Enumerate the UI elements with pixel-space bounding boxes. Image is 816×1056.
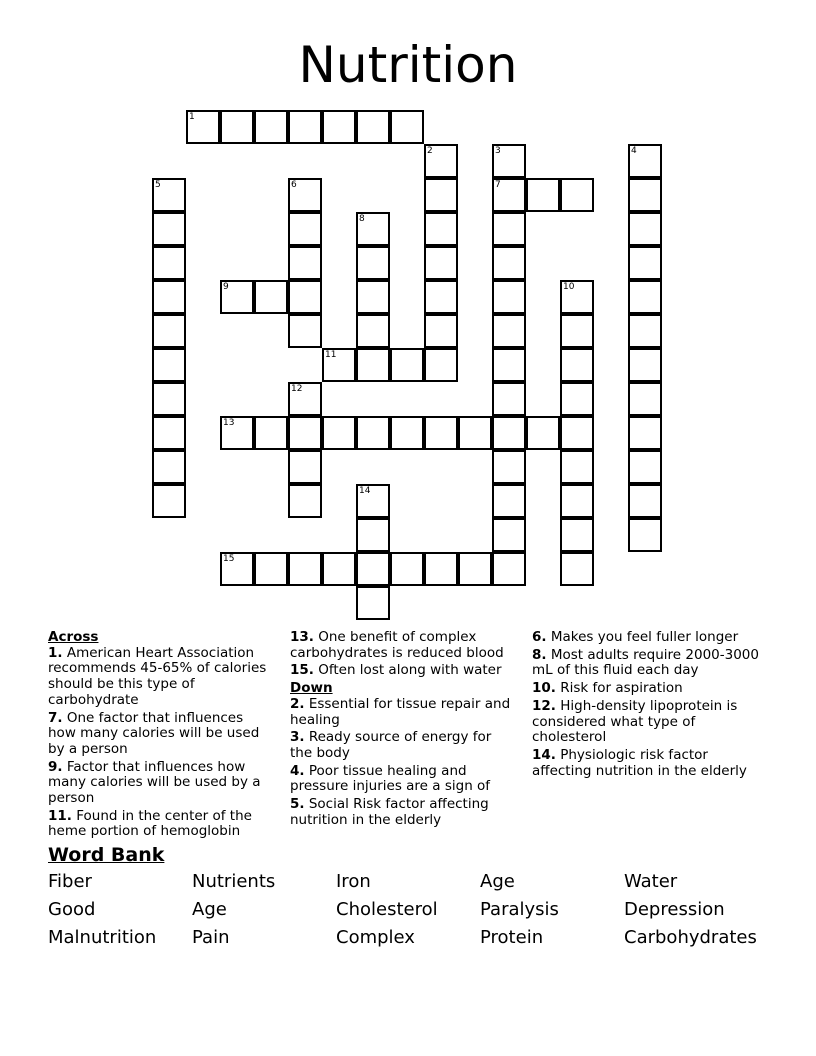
- grid-cell[interactable]: [492, 314, 526, 348]
- clue-across-11: 11. Found in the center of the heme portion of hemoglobin: [48, 807, 252, 840]
- grid-cell[interactable]: [356, 552, 390, 586]
- grid-cell[interactable]: [152, 212, 186, 246]
- grid-cell[interactable]: [560, 416, 594, 450]
- grid-cell[interactable]: [628, 518, 662, 552]
- word-bank-item: Water: [624, 871, 678, 892]
- grid-cell[interactable]: [526, 416, 560, 450]
- grid-cell[interactable]: [424, 212, 458, 246]
- word-bank: [48, 872, 768, 948]
- grid-cell[interactable]: [356, 280, 390, 314]
- grid-cell[interactable]: [560, 518, 594, 552]
- grid-cell[interactable]: [526, 178, 560, 212]
- clue-down-5: 5. Social Risk factor affecting nutrition in the elderly: [290, 796, 489, 828]
- grid-cell[interactable]: [356, 246, 390, 280]
- grid-cell[interactable]: [152, 314, 186, 348]
- grid-cell[interactable]: [628, 416, 662, 450]
- grid-cell[interactable]: [220, 280, 254, 314]
- grid-cell[interactable]: [152, 178, 186, 212]
- grid-cell[interactable]: [288, 178, 322, 212]
- grid-cell[interactable]: [424, 178, 458, 212]
- down-heading: Down: [290, 680, 333, 697]
- grid-cell[interactable]: [254, 552, 288, 586]
- puzzle-title: Nutrition: [298, 36, 518, 94]
- grid-cell[interactable]: [152, 280, 186, 314]
- grid-cell[interactable]: [492, 246, 526, 280]
- grid-cell[interactable]: [356, 416, 390, 450]
- grid-cell[interactable]: [288, 382, 322, 416]
- word-bank-item: Pain: [192, 927, 230, 948]
- grid-cell[interactable]: [288, 110, 322, 144]
- grid-cell[interactable]: [152, 348, 186, 382]
- grid-cell[interactable]: [186, 110, 220, 144]
- word-bank-item: Malnutrition: [48, 927, 157, 948]
- grid-cell[interactable]: [560, 280, 594, 314]
- grid-cell[interactable]: [254, 110, 288, 144]
- grid-cell[interactable]: [492, 416, 526, 450]
- grid-cell[interactable]: [288, 416, 322, 450]
- grid-cell[interactable]: [288, 484, 322, 518]
- clue-down-2: 2. Essential for tissue repair and healing: [290, 695, 511, 728]
- word-bank-item: Iron: [336, 871, 371, 892]
- grid-cell[interactable]: [492, 552, 526, 586]
- clues-column-3: [532, 630, 768, 781]
- grid-cell[interactable]: [356, 518, 390, 552]
- clue-number: 12: [291, 384, 303, 394]
- grid-cell[interactable]: [220, 552, 254, 586]
- grid-cell[interactable]: [628, 484, 662, 518]
- word-bank-item: Paralysis: [480, 899, 559, 920]
- grid-cell[interactable]: [152, 450, 186, 484]
- clue-number: 1: [189, 112, 195, 122]
- grid-cell[interactable]: [628, 246, 662, 280]
- grid-cell[interactable]: [322, 110, 356, 144]
- grid-cell[interactable]: [492, 484, 526, 518]
- clue-across-1: 1. American Heart Association recommends 45-65% of calories should be this type of carbohydrate: [48, 644, 267, 708]
- clues-column-1: [48, 630, 274, 842]
- clue-number: 2: [427, 146, 433, 156]
- grid-cell[interactable]: [424, 416, 458, 450]
- clue-number: 5: [155, 180, 161, 190]
- grid-cell[interactable]: [322, 552, 356, 586]
- clue-number: 14: [359, 486, 371, 496]
- grid-cell[interactable]: [560, 450, 594, 484]
- grid-cell[interactable]: [492, 212, 526, 246]
- grid-cell[interactable]: [424, 280, 458, 314]
- grid-cell[interactable]: [458, 552, 492, 586]
- grid-cell[interactable]: [492, 518, 526, 552]
- grid-cell[interactable]: [390, 416, 424, 450]
- word-bank-item: Protein: [480, 927, 544, 948]
- clue-down-14: 14. Physiologic risk factor affecting nutrition in the elderly: [532, 746, 747, 779]
- grid-cell[interactable]: [560, 552, 594, 586]
- word-bank-item: Age: [192, 899, 227, 920]
- clue-down-12: 12. High-density lipoprotein is considered what type of cholesterol: [532, 697, 738, 746]
- grid-cell[interactable]: [322, 348, 356, 382]
- clue-number: 11: [325, 350, 337, 360]
- clue-number: 10: [563, 282, 575, 292]
- grid-cell[interactable]: [254, 416, 288, 450]
- grid-cell[interactable]: [390, 110, 424, 144]
- clue-number: 15: [223, 554, 235, 564]
- grid-cell[interactable]: [628, 314, 662, 348]
- grid-cell[interactable]: [152, 416, 186, 450]
- word-bank-item: Good: [48, 899, 96, 920]
- grid-cell[interactable]: [492, 280, 526, 314]
- word-bank-item: Age: [480, 871, 515, 892]
- grid-cell[interactable]: [628, 450, 662, 484]
- clue-number: 7: [495, 180, 501, 190]
- grid-cell[interactable]: [628, 178, 662, 212]
- grid-cell[interactable]: [356, 314, 390, 348]
- clue-down-6: 6. Makes you feel fuller longer: [532, 629, 739, 645]
- word-bank-item: Cholesterol: [336, 899, 438, 920]
- grid-cell[interactable]: [560, 382, 594, 416]
- grid-cell[interactable]: [356, 484, 390, 518]
- grid-cell[interactable]: [356, 110, 390, 144]
- grid-cell[interactable]: [560, 484, 594, 518]
- grid-cell[interactable]: [288, 246, 322, 280]
- grid-cell[interactable]: [424, 552, 458, 586]
- grid-cell[interactable]: [390, 348, 424, 382]
- grid-cell[interactable]: [220, 110, 254, 144]
- grid-cell[interactable]: [492, 382, 526, 416]
- grid-cell[interactable]: [356, 212, 390, 246]
- word-bank-item: Complex: [336, 927, 415, 948]
- grid-cell[interactable]: [424, 348, 458, 382]
- grid-cell[interactable]: [288, 450, 322, 484]
- word-bank-item: Carbohydrates: [624, 927, 757, 948]
- grid-cell[interactable]: [628, 348, 662, 382]
- grid-cell[interactable]: [288, 314, 322, 348]
- grid-cell[interactable]: [152, 246, 186, 280]
- grid-cell[interactable]: [322, 416, 356, 450]
- clue-number: 9: [223, 282, 229, 292]
- grid-cell[interactable]: [628, 280, 662, 314]
- clue-number: 13: [223, 418, 235, 428]
- grid-cell[interactable]: [628, 382, 662, 416]
- grid-cell[interactable]: [458, 416, 492, 450]
- clue-down-3: 3. Ready source of energy for the body: [290, 729, 492, 761]
- word-bank-item: Fiber: [48, 871, 92, 892]
- word-bank-item: Nutrients: [192, 871, 276, 892]
- grid-cell[interactable]: [288, 552, 322, 586]
- clue-down-10: 10. Risk for aspiration: [532, 680, 683, 697]
- clues-column-2: [290, 630, 516, 830]
- clue-down-4: 4. Poor tissue healing and pressure injuries are a sign of: [290, 762, 491, 795]
- clue-across-7: 7. One factor that influences how many calories will be used by a person: [48, 709, 260, 757]
- clue-across-13: 13. One benefit of complex carbohydrates is reduced blood: [290, 629, 504, 661]
- grid-cell[interactable]: [424, 314, 458, 348]
- grid-cell[interactable]: [390, 552, 424, 586]
- grid-cell[interactable]: [492, 348, 526, 382]
- grid-cell[interactable]: [424, 246, 458, 280]
- grid-cell[interactable]: [288, 212, 322, 246]
- grid-cell[interactable]: [628, 212, 662, 246]
- grid-cell[interactable]: [560, 178, 594, 212]
- grid-cell[interactable]: [288, 280, 322, 314]
- word-bank-title: Word Bank: [48, 844, 165, 866]
- grid-cell[interactable]: [492, 144, 526, 178]
- grid-cell[interactable]: [356, 586, 390, 620]
- clue-across-15: 15. Often lost along with water: [290, 662, 502, 679]
- clue-number: 3: [495, 146, 501, 156]
- grid-cell[interactable]: [560, 348, 594, 382]
- grid-cell[interactable]: [152, 484, 186, 518]
- clue-down-8: 8. Most adults require 2000-3000 mL of this fluid each day: [532, 646, 759, 679]
- grid-cell[interactable]: [492, 178, 526, 212]
- grid-cell[interactable]: [560, 314, 594, 348]
- clue-number: 4: [631, 146, 637, 156]
- grid-cell[interactable]: [492, 450, 526, 484]
- grid-cell[interactable]: [628, 144, 662, 178]
- clue-across-9: 9. Factor that influences how many calories will be used by a person: [48, 758, 261, 807]
- grid-cell[interactable]: [152, 382, 186, 416]
- clue-number: 6: [291, 180, 297, 190]
- word-bank-item: Depression: [624, 899, 725, 920]
- grid-cell[interactable]: [220, 416, 254, 450]
- across-heading: Across: [48, 629, 99, 645]
- grid-cell[interactable]: [424, 144, 458, 178]
- grid-cell[interactable]: [356, 348, 390, 382]
- grid-cell[interactable]: [254, 280, 288, 314]
- clue-number: 8: [359, 214, 365, 224]
